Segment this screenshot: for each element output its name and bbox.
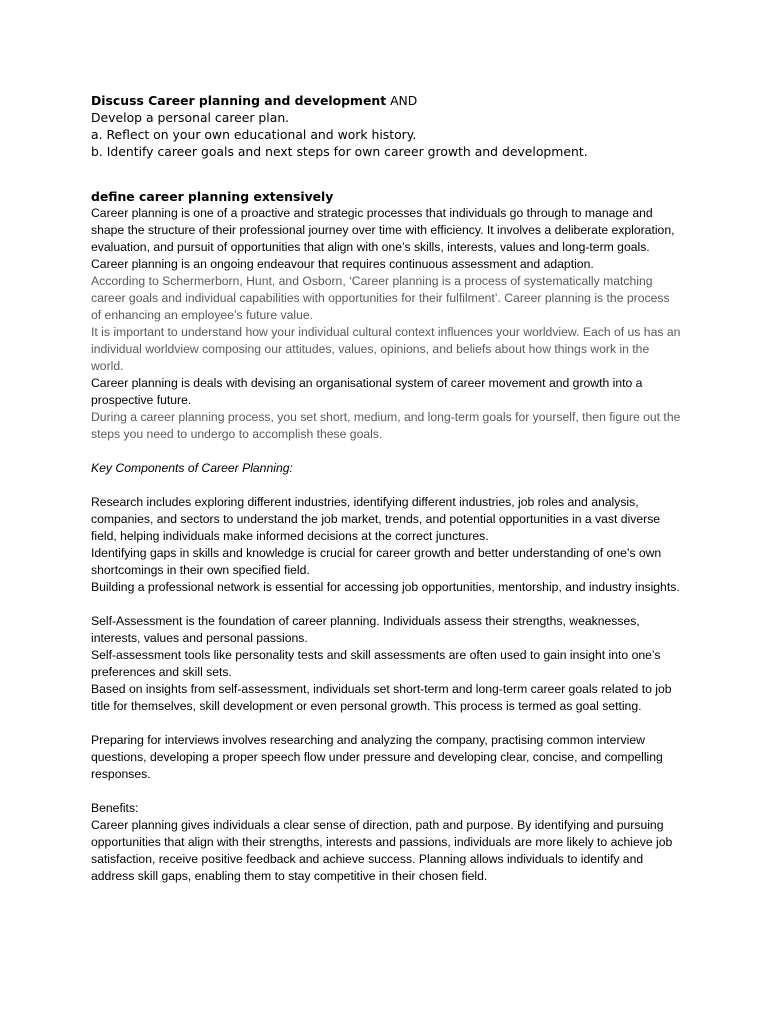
spacer xyxy=(91,477,681,494)
assignment-title-line xyxy=(91,92,681,109)
components-heading: Key Components of Career Planning: xyxy=(91,461,293,475)
assignment-line-2: Develop a personal career plan. xyxy=(91,110,290,125)
assignment-title-bold: Discuss Career planning and development xyxy=(91,93,387,108)
definition-paragraph-3: It is important to understand how your individual cultural context influences your worldview. Each of us has an individual worldview composing our attitudes, values, opinions, and beliefs about how things work in the world. xyxy=(91,325,681,373)
definition-paragraph-1: Career planning is one of a proactive and strategic processes that individuals go through to manage and shape the structure of their professional journey over time with efficiency. It involves a deliberate exploration, evaluation, and pursuit of opportunities that align with one’s skills, interests, values and long-term goals. Career planning is an ongoing endeavour that requires continuous assessment and adaption. xyxy=(91,206,675,271)
spacer xyxy=(91,715,681,732)
self-assessment-paragraph-2: Self-assessment tools like personality tests and skill assessments are often used to gain insight into one’s preferences and skill sets. xyxy=(91,648,661,679)
interview-paragraph: Preparing for interviews involves researching and analyzing the company, practising common interview questions, developing a proper speech flow under pressure and developing clear, concise, and compelling responses. xyxy=(91,733,663,781)
document-page xyxy=(91,92,681,885)
definition-paragraph-5: During a career planning process, you set short, medium, and long-term goals for yourself, then figure out the steps you need to undergo to accomplish these goals. xyxy=(91,410,681,441)
self-assessment-paragraph-3: Based on insights from self-assessment, individuals set short-term and long-term career goals related to job title for themselves, skill development or even personal growth. This process is termed as goal setting. xyxy=(91,682,672,713)
research-paragraph-2: Identifying gaps in skills and knowledge is crucial for career growth and better understanding of one’s own shortcomings in their own specified field. xyxy=(91,546,662,577)
spacer xyxy=(91,783,681,800)
research-paragraph-3: Building a professional network is essential for accessing job opportunities, mentorship, and industry insights. xyxy=(91,580,680,594)
self-assessment-paragraph-1: Self-Assessment is the foundation of career planning. Individuals assess their strengths, weaknesses, interests, values and personal passions. xyxy=(91,614,640,645)
section-heading: define career planning extensively xyxy=(91,189,334,204)
spacer xyxy=(91,160,681,188)
definition-paragraph-2: According to Schermerborn, Hunt, and Osborn, ‘Career planning is a process of systematically matching career goals and individual capabilities with opportunities for their fulfilment’. Career planning is the process of enhancing an employee’s future value. xyxy=(91,274,670,322)
research-paragraph-1: Research includes exploring different industries, identifying different industries, job roles and analysis, companies, and sectors to understand the job market, trends, and potential opportunities in a vast diverse field, helping individuals make informed decisions at the correct junctures. xyxy=(91,495,661,543)
assignment-line-4: b. Identify career goals and next steps for own career growth and development. xyxy=(91,144,588,159)
benefits-paragraph: Career planning gives individuals a clear sense of direction, path and purpose. By identifying and pursuing opportunities that align with their strengths, interests and passions, individuals are more likely to achieve job satisfaction, receive positive feedback and achieve success. Planning allows individuals to identify and address skill gaps, enabling them to stay competitive in their chosen field. xyxy=(91,818,673,883)
benefits-heading: Benefits: xyxy=(91,801,139,815)
definition-paragraph-4: Career planning is deals with devising an organisational system of career movement and growth into a prospective future. xyxy=(91,376,643,407)
spacer xyxy=(91,443,681,460)
assignment-title-rest: AND xyxy=(386,93,418,108)
spacer xyxy=(91,596,681,613)
assignment-line-3: a. Reflect on your own educational and work history. xyxy=(91,127,417,142)
